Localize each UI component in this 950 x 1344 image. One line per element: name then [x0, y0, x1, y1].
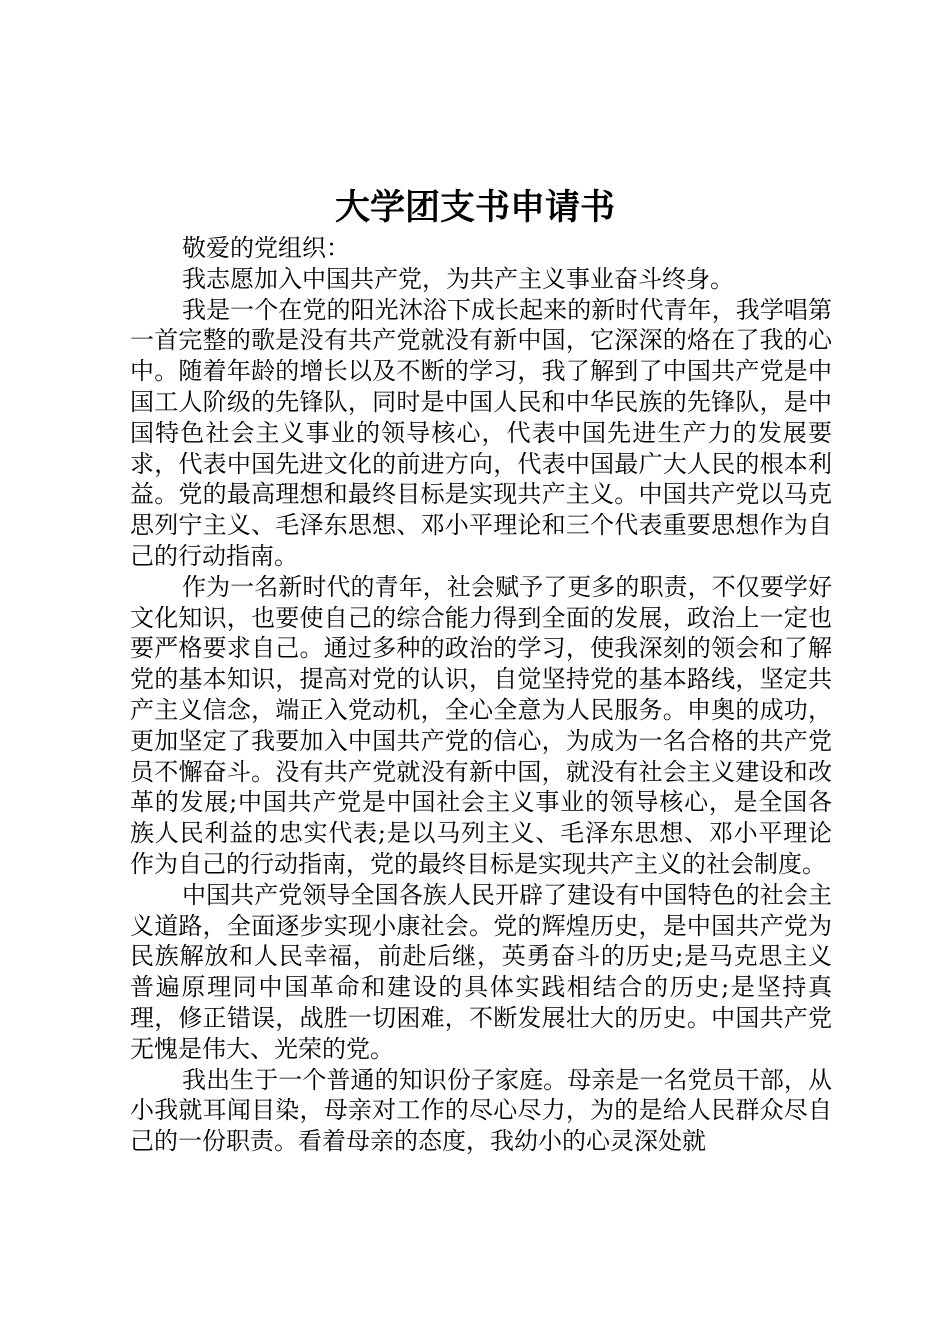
paragraph-party-history: 中国共产党领导全国各族人民开辟了建设有中国特色的社会主义道路，全面逐步实现小康社会。党的辉煌历史，是中国共产党为民族解放和人民幸福，前赴后继，英勇奋斗的历史;是马克思主义普遍原理同中国革命和建设的具体实践相结合的历史;是坚持真理，修正错误，战胜一切困难，不断发展壮大的历史。中国共产党无愧是伟大、光荣的党。 — [130, 880, 832, 1063]
salutation: 敬爱的党组织： — [182, 234, 350, 262]
paragraph-family: 我出生于一个普通的知识份子家庭。母亲是一名党员干部，从小我就耳闻目染，母亲对工作的尽心尽力，为的是给人民群众尽自己的一份职责。看着母亲的态度，我幼小的心灵深处就 — [130, 1065, 832, 1156]
paragraph-background: 我是一个在党的阳光沐浴下成长起来的新时代青年，我学唱第一首完整的歌是没有共产党就没有新中国，它深深的烙在了我的心中。随着年龄的增长以及不断的学习，我了解到了中国共产党是中国工人阶级的先锋队，同时是中国人民和中华民族的先锋队，是中国特色社会主义事业的领导核心，代表中国先进生产力的发展要求，代表中国先进文化的前进方向，代表中国最广大人民的根本利益。党的最高理想和最终目标是实现共产主义。中国共产党以马克思列宁主义、毛泽东思想、邓小平理论和三个代表重要思想作为自己的行动指南。 — [130, 295, 832, 570]
paragraph-youth-duty: 作为一名新时代的青年，社会赋予了更多的职责，不仅要学好文化知识，也要使自己的综合能力得到全面的发展，政治上一定也要严格要求自己。通过多种的政治的学习，使我深刻的领会和了解党的基本知识，提高对党的认识，自觉坚持党的基本路线，坚定共产主义信念，端正入党动机，全心全意为人民服务。申奥的成功，更加坚定了我要加入中国共产党的信心，为成为一名合格的共产党员不懈奋斗。没有共产党就没有新中国，就没有社会主义建设和改革的发展;中国共产党是中国社会主义事业的领导核心，是全国各族人民利益的忠实代表;是以马列主义、毛泽东思想、邓小平理论作为自己的行动指南，党的最终目标是实现共产主义的社会制度。 — [130, 572, 832, 878]
document-title: 大学团支书申请书 — [334, 187, 615, 228]
document-body — [130, 233, 832, 1157]
paragraph-pledge: 我志愿加入中国共产党，为共产主义事业奋斗终身。 — [182, 264, 734, 293]
